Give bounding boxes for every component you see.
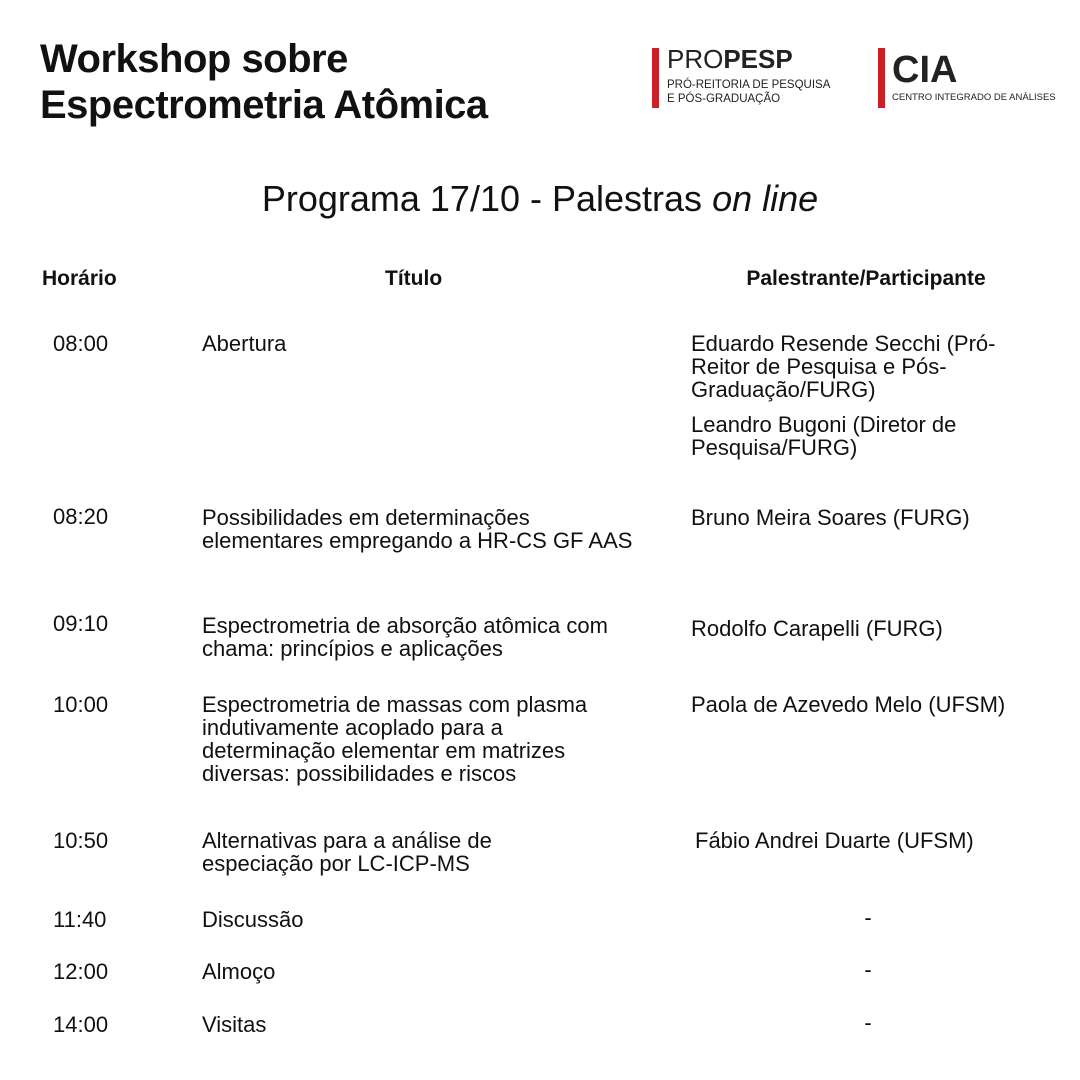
cia-logo-name: CIA	[892, 49, 958, 91]
row-title: Espectrometria de massas com plasma indutivamente acoplado para a determinação elementar em matrizes diversas: possibilidades e riscos	[202, 692, 588, 786]
row-speaker	[691, 332, 1036, 459]
row-time: 09:10	[53, 611, 109, 636]
cia-logo	[878, 46, 1068, 110]
row-time: 12:00	[53, 959, 109, 984]
row-speaker: Bruno Meira Soares (FURG)	[691, 505, 970, 530]
program-heading-main: Programa 17/10 - Palestras	[261, 178, 713, 219]
row-time: 14:00	[53, 1012, 109, 1037]
column-header-time: Horário	[42, 267, 117, 290]
row-time: 08:20	[53, 504, 109, 529]
program-heading	[0, 176, 1080, 222]
row-speaker-2: Leandro Bugoni (Diretor de Pesquisa/FURG)	[691, 412, 957, 460]
row-speaker: Fábio Andrei Duarte (UFSM)	[695, 828, 974, 853]
cia-logo-subtitle: CENTRO INTEGRADO DE ANÁLISES	[892, 92, 1056, 103]
propesp-logo-name-suffix: PESP	[723, 44, 793, 74]
workshop-title-line1: Workshop sobre	[40, 37, 348, 81]
propesp-logo-name-prefix: PRO	[667, 44, 724, 74]
row-time: 10:50	[53, 828, 109, 853]
row-time: 08:00	[53, 331, 109, 356]
column-header-title: Título	[385, 267, 443, 290]
row-title: Almoço	[202, 959, 276, 984]
column-header-speaker: Palestrante/Participante	[746, 267, 986, 290]
workshop-title-line2: Espectrometria Atômica	[40, 83, 488, 127]
propesp-logo-bar	[652, 48, 659, 108]
row-title: Alternativas para a análise de especiação por LC-ICP-MS	[202, 828, 492, 876]
row-speaker: Paola de Azevedo Melo (UFSM)	[691, 692, 1006, 717]
row-title: Abertura	[202, 331, 287, 356]
row-title: Visitas	[202, 1012, 267, 1037]
propesp-logo	[652, 46, 842, 110]
propesp-logo-subtitle	[667, 78, 830, 106]
row-speaker: -	[864, 905, 872, 930]
row-title: Possibilidades em determinações elementares empregando a HR-CS GF AAS	[202, 505, 633, 553]
row-title: Espectrometria de absorção atômica com chama: princípios e aplicações	[202, 613, 608, 661]
program-heading-italic: on line	[712, 178, 819, 219]
row-time: 10:00	[53, 692, 109, 717]
propesp-logo-subtitle-line1: PRÓ-REITORIA DE PESQUISA	[667, 79, 831, 91]
row-title: Discussão	[202, 907, 304, 932]
propesp-logo-subtitle-line2: E PÓS-GRADUAÇÃO	[667, 93, 781, 105]
workshop-title	[40, 36, 488, 128]
row-time: 11:40	[53, 907, 107, 932]
row-speaker-1: Eduardo Resende Secchi (Pró-Reitor de Pesquisa e Pós-Graduação/FURG)	[691, 331, 996, 402]
row-speaker: Rodolfo Carapelli (FURG)	[691, 616, 943, 641]
cia-logo-bar	[878, 48, 885, 108]
row-speaker: -	[864, 957, 872, 982]
row-speaker: -	[864, 1010, 872, 1035]
propesp-logo-name	[667, 44, 793, 74]
